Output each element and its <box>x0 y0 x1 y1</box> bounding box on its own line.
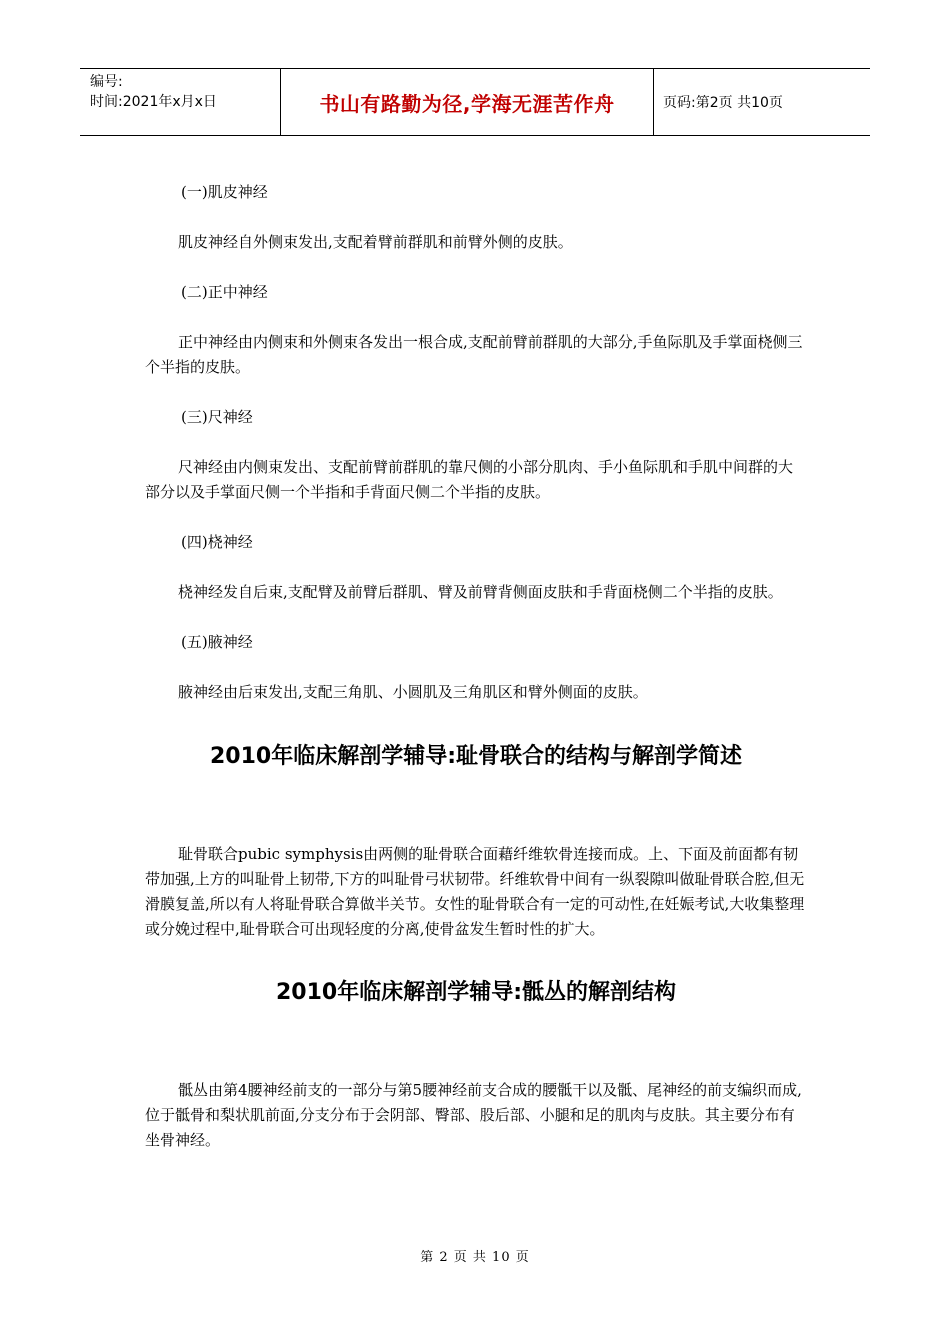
page-header <box>80 68 870 136</box>
section-heading: (三)尺神经 <box>181 408 253 426</box>
section-paragraph: 尺神经由内侧束发出、支配前臂前群肌的靠尺侧的小部分肌肉、手小鱼际肌和手肌中间群的大部分以及手掌面尺侧一个半指和手背面尺侧二个半指的皮肤。 <box>145 458 794 501</box>
header-meta <box>80 69 281 135</box>
number-label: 编号: <box>90 74 123 90</box>
header-page-info: 页码:第2页 共10页 <box>663 95 783 111</box>
section-heading: (五)腋神经 <box>181 633 253 651</box>
page-footer: 第 2 页 共 10 页 <box>420 1250 530 1265</box>
article-paragraph: 耻骨联合pubic symphysis由两侧的耻骨联合面藉纤维软骨连接而成。上、下面及前面都有韧带加强,上方的叫耻骨上韧带,下方的叫耻骨弓状韧带。纤维软骨中间有一纵裂隙叫做耻骨联合腔,但无滑膜复盖,所以有人将耻骨联合算做半关节。女性的耻骨联合有一定的可动性,在妊娠考试,大收集整理或分娩过程中,耻骨联合可出现轻度的分离,使骨盆发生暂时性的扩大。 <box>145 845 805 938</box>
article-title: 2010年临床解剖学辅导:骶丛的解剖结构 <box>275 980 677 1005</box>
article-paragraph: 骶丛由第4腰神经前支的一部分与第5腰神经前支合成的腰骶干以及骶、尾神经的前支编织而成,位于骶骨和梨状肌前面,分支分布于会阴部、臀部、股后部、小腿和足的肌肉与皮肤。其主要分布有坐骨神经。 <box>145 1081 802 1149</box>
article-title: 2010年临床解剖学辅导:耻骨联合的结构与解剖学简述 <box>209 744 743 769</box>
section-paragraph: 桡神经发自后束,支配臂及前臂后群肌、臂及前臂背侧面皮肤和手背面桡侧二个半指的皮肤。 <box>178 583 783 601</box>
date-label: 时间:2021年x月x日 <box>90 94 217 110</box>
document-body <box>145 180 807 1153</box>
section-paragraph: 正中神经由内侧束和外侧束各发出一根合成,支配前臂前群肌的大部分,手鱼际肌及手掌面桡侧三个半指的皮肤。 <box>145 333 803 376</box>
section-heading: (二)正中神经 <box>181 283 268 301</box>
section-paragraph: 肌皮神经自外侧束发出,支配着臂前群肌和前臂外侧的皮肤。 <box>178 233 573 251</box>
section-heading: (四)桡神经 <box>181 533 253 551</box>
section-heading: (一)肌皮神经 <box>181 183 268 201</box>
section-paragraph: 腋神经由后束发出,支配三角肌、小圆肌及三角肌区和臂外侧面的皮肤。 <box>178 683 648 701</box>
header-motto: 书山有路勤为径,学海无涯苦作舟 <box>281 69 654 135</box>
